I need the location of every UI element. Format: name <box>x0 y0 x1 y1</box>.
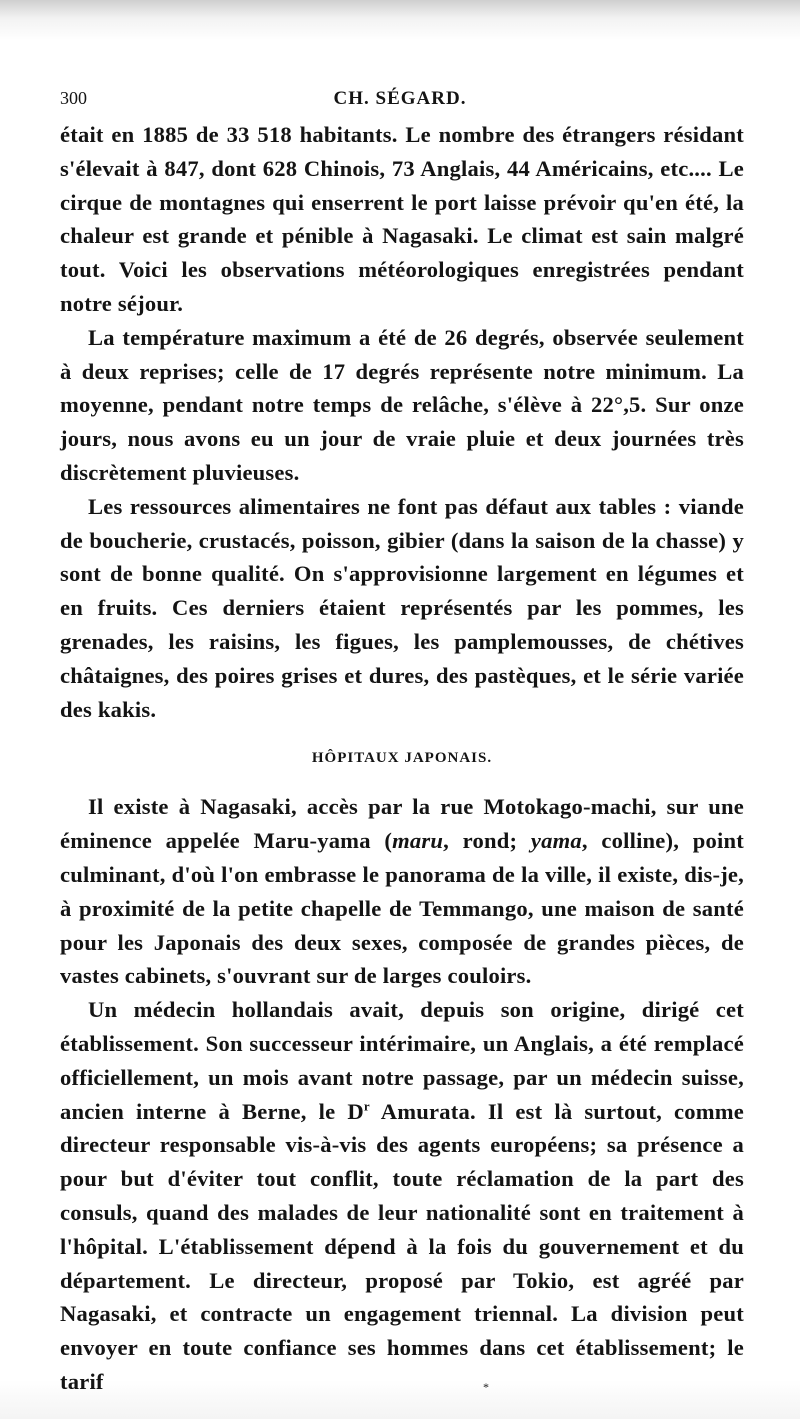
paragraph-5 <box>60 993 744 1399</box>
section-heading: HÔPITAUX JAPONAIS. <box>311 750 493 767</box>
term-maru: maru <box>392 828 444 854</box>
paragraph-4-part-3: , colline), point culminant, d'où l'on embrasse le panorama de la ville, il existe, dis-je, à proximité de la petite chapelle de Temmango, une maison de santé pour les Japonais des deux sexes, composée de grandes pièces, de vastes cabinets, s'ouvrant sur de larges couloirs. <box>60 828 744 989</box>
page-number: 300 <box>60 88 87 108</box>
paragraph-2: La température maximum a été de 26 degrés, observée seulement à deux reprises; celle de 17 degrés représente notre minimum. La moyenne, pendant notre temps de relâche, s'élève à 22°,5. Sur onze jours, nous avons eu un jour de vraie pluie et deux journées très discrètement pluvieuses. <box>60 324 744 485</box>
paragraph-3: Les ressources alimentaires ne font pas défaut aux tables : viande de boucherie, crustacés, poisson, gibier (dans la saison de la chasse) y sont de bonne qualité. On s'approvisionne largement en légumes et en fruits. Ces derniers étaient représentés par les pommes, les grenades, les raisins, les figues, les pamplemousses, de chétives châtaignes, des poires grises et dures, des pastèques, et le série variée des kakis. <box>60 493 744 722</box>
paragraph-1: était en 1885 de 33 518 habitants. Le nombre des étrangers résidant s'élevait à 847, dont 628 Chinois, 73 Anglais, 44 Américains, etc.... Le cirque de montagnes qui enserrent le port laisse prévoir qu'en été, la chaleur est grande et pénible à Nagasaki. Le climat est sain malgré tout. Voici les observations météorologiques enregistrées pendant notre séjour. <box>60 122 744 316</box>
term-yama: yama <box>530 828 582 854</box>
paragraph-4-part-1: Il existe à Nagasaki, accès par la rue Motokago-machi, sur une éminence appelée Maru-yama ( <box>60 794 744 854</box>
paragraph-4-part-2: , rond; <box>443 828 531 854</box>
paragraph-5-part-1: Un médecin hollandais avait, depuis son origine, dirigé cet établissement. Son successeur intérimaire, un Anglais, a été remplacé officiellement, un mois avant notre passage, par un médecin suisse, ancien interne à Berne, le D <box>60 997 744 1124</box>
paragraph-4 <box>60 790 744 993</box>
running-head: CH. SÉGARD. <box>333 88 467 109</box>
page-header <box>60 84 740 114</box>
footer-mark: * <box>483 1380 489 1394</box>
paragraph-5-part-2: Amurata. Il est là surtout, comme directeur responsable vis-à-vis des agents européens; sa présence a pour but d'éviter tout conflit, toute réclamation de la part des consuls, quand des malades de leur nationalité sont en traitement à l'hôpital. L'établissement dépend à la fois du gouvernement et du département. Le directeur, proposé par Tokio, est agréé par Nagasaki, et contracte un engagement triennal. La division peut envoyer en toute confiance ses hommes dans cet établissement; le tarif <box>60 1098 744 1394</box>
body-text <box>60 118 744 1399</box>
doctor-superscript: r <box>363 1097 370 1113</box>
